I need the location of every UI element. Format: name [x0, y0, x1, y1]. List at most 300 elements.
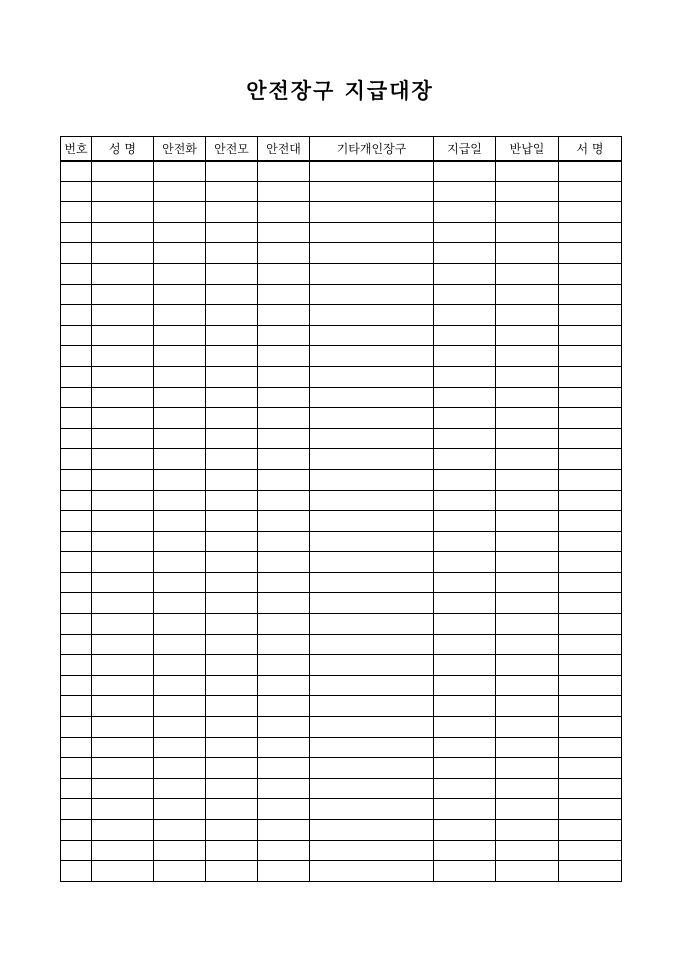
cell-return-date: [496, 181, 559, 202]
cell-other-equipment: [310, 593, 434, 614]
cell-issue-date: [434, 243, 496, 264]
cell-safety-belt: [258, 614, 310, 635]
cell-safety-helmet: [206, 737, 258, 758]
cell-number: [61, 655, 92, 676]
cell-name: [92, 593, 154, 614]
cell-number: [61, 263, 92, 284]
cell-issue-date: [434, 531, 496, 552]
cell-issue-date: [434, 675, 496, 696]
cell-return-date: [496, 778, 559, 799]
cell-safety-belt: [258, 511, 310, 532]
cell-issue-date: [434, 325, 496, 346]
cell-issue-date: [434, 840, 496, 861]
cell-safety-shoes: [154, 284, 206, 305]
cell-return-date: [496, 696, 559, 717]
cell-other-equipment: [310, 346, 434, 367]
cell-other-equipment: [310, 243, 434, 264]
cell-safety-belt: [258, 161, 310, 182]
cell-issue-date: [434, 737, 496, 758]
cell-other-equipment: [310, 284, 434, 305]
cell-safety-helmet: [206, 222, 258, 243]
page-title: 안전장구 지급대장: [246, 78, 434, 103]
cell-number: [61, 449, 92, 470]
cell-issue-date: [434, 655, 496, 676]
cell-issue-date: [434, 593, 496, 614]
table-row: [61, 263, 622, 284]
cell-issue-date: [434, 469, 496, 490]
cell-signature: [559, 737, 622, 758]
cell-issue-date: [434, 263, 496, 284]
cell-name: [92, 778, 154, 799]
cell-other-equipment: [310, 181, 434, 202]
cell-signature: [559, 181, 622, 202]
cell-name: [92, 696, 154, 717]
cell-safety-helmet: [206, 799, 258, 820]
cell-issue-date: [434, 696, 496, 717]
table-row: [61, 202, 622, 223]
cell-safety-helmet: [206, 490, 258, 511]
cell-safety-shoes: [154, 717, 206, 738]
cell-safety-belt: [258, 758, 310, 779]
cell-safety-belt: [258, 593, 310, 614]
cell-other-equipment: [310, 552, 434, 573]
cell-number: [61, 840, 92, 861]
cell-safety-shoes: [154, 840, 206, 861]
column-header-issue-date: 지급일: [434, 137, 496, 161]
cell-safety-shoes: [154, 799, 206, 820]
cell-issue-date: [434, 511, 496, 532]
cell-return-date: [496, 161, 559, 182]
table-row: [61, 449, 622, 470]
cell-return-date: [496, 222, 559, 243]
cell-signature: [559, 799, 622, 820]
column-header-signature: 서 명: [559, 137, 622, 161]
cell-signature: [559, 243, 622, 264]
cell-safety-belt: [258, 552, 310, 573]
table-row: [61, 717, 622, 738]
cell-safety-shoes: [154, 634, 206, 655]
cell-signature: [559, 222, 622, 243]
cell-number: [61, 531, 92, 552]
cell-name: [92, 552, 154, 573]
cell-safety-belt: [258, 469, 310, 490]
cell-safety-helmet: [206, 634, 258, 655]
cell-safety-shoes: [154, 243, 206, 264]
cell-number: [61, 243, 92, 264]
cell-safety-shoes: [154, 408, 206, 429]
cell-other-equipment: [310, 428, 434, 449]
cell-return-date: [496, 243, 559, 264]
cell-other-equipment: [310, 840, 434, 861]
cell-return-date: [496, 305, 559, 326]
cell-name: [92, 820, 154, 841]
cell-safety-shoes: [154, 346, 206, 367]
cell-issue-date: [434, 799, 496, 820]
cell-name: [92, 346, 154, 367]
cell-safety-belt: [258, 799, 310, 820]
cell-issue-date: [434, 428, 496, 449]
cell-safety-helmet: [206, 861, 258, 882]
cell-safety-belt: [258, 778, 310, 799]
cell-safety-shoes: [154, 366, 206, 387]
cell-name: [92, 243, 154, 264]
cell-return-date: [496, 861, 559, 882]
column-header-number: 번호: [61, 137, 92, 161]
issue-ledger-table: [60, 136, 622, 882]
cell-number: [61, 861, 92, 882]
cell-safety-belt: [258, 490, 310, 511]
cell-return-date: [496, 511, 559, 532]
cell-safety-shoes: [154, 490, 206, 511]
cell-signature: [559, 469, 622, 490]
cell-safety-belt: [258, 675, 310, 696]
cell-return-date: [496, 469, 559, 490]
cell-signature: [559, 840, 622, 861]
cell-safety-shoes: [154, 778, 206, 799]
cell-safety-shoes: [154, 428, 206, 449]
cell-safety-shoes: [154, 325, 206, 346]
cell-safety-helmet: [206, 511, 258, 532]
cell-other-equipment: [310, 799, 434, 820]
cell-safety-belt: [258, 222, 310, 243]
cell-safety-shoes: [154, 202, 206, 223]
cell-name: [92, 408, 154, 429]
cell-name: [92, 284, 154, 305]
cell-safety-shoes: [154, 655, 206, 676]
cell-safety-shoes: [154, 181, 206, 202]
cell-return-date: [496, 202, 559, 223]
cell-signature: [559, 490, 622, 511]
cell-safety-helmet: [206, 346, 258, 367]
cell-number: [61, 284, 92, 305]
cell-return-date: [496, 325, 559, 346]
cell-safety-shoes: [154, 552, 206, 573]
column-header-safety-shoes: 안전화: [154, 137, 206, 161]
cell-safety-belt: [258, 428, 310, 449]
column-header-name: 성 명: [92, 137, 154, 161]
cell-issue-date: [434, 614, 496, 635]
table-row: [61, 655, 622, 676]
table-row: [61, 737, 622, 758]
cell-number: [61, 675, 92, 696]
cell-safety-helmet: [206, 717, 258, 738]
cell-issue-date: [434, 490, 496, 511]
cell-safety-belt: [258, 634, 310, 655]
cell-safety-shoes: [154, 531, 206, 552]
cell-signature: [559, 655, 622, 676]
cell-number: [61, 469, 92, 490]
table-row: [61, 614, 622, 635]
cell-signature: [559, 531, 622, 552]
cell-return-date: [496, 346, 559, 367]
cell-name: [92, 387, 154, 408]
cell-issue-date: [434, 222, 496, 243]
cell-return-date: [496, 531, 559, 552]
cell-return-date: [496, 614, 559, 635]
cell-return-date: [496, 449, 559, 470]
cell-other-equipment: [310, 634, 434, 655]
table-row: [61, 634, 622, 655]
table-row: [61, 161, 622, 182]
cell-safety-shoes: [154, 511, 206, 532]
cell-issue-date: [434, 552, 496, 573]
table-row: [61, 305, 622, 326]
cell-return-date: [496, 675, 559, 696]
cell-issue-date: [434, 181, 496, 202]
cell-signature: [559, 449, 622, 470]
cell-signature: [559, 346, 622, 367]
table-row: [61, 820, 622, 841]
cell-return-date: [496, 490, 559, 511]
cell-safety-belt: [258, 531, 310, 552]
cell-name: [92, 840, 154, 861]
cell-safety-shoes: [154, 737, 206, 758]
cell-safety-helmet: [206, 181, 258, 202]
cell-safety-belt: [258, 346, 310, 367]
cell-number: [61, 696, 92, 717]
cell-other-equipment: [310, 366, 434, 387]
cell-name: [92, 469, 154, 490]
cell-signature: [559, 614, 622, 635]
cell-safety-belt: [258, 243, 310, 264]
cell-return-date: [496, 737, 559, 758]
cell-name: [92, 325, 154, 346]
cell-number: [61, 634, 92, 655]
cell-signature: [559, 758, 622, 779]
cell-name: [92, 634, 154, 655]
cell-name: [92, 758, 154, 779]
cell-return-date: [496, 387, 559, 408]
cell-number: [61, 181, 92, 202]
table-row: [61, 675, 622, 696]
ledger-body: [61, 161, 622, 882]
cell-safety-shoes: [154, 593, 206, 614]
cell-number: [61, 614, 92, 635]
cell-return-date: [496, 758, 559, 779]
cell-return-date: [496, 799, 559, 820]
cell-name: [92, 161, 154, 182]
cell-name: [92, 366, 154, 387]
cell-other-equipment: [310, 614, 434, 635]
cell-safety-shoes: [154, 820, 206, 841]
cell-safety-belt: [258, 861, 310, 882]
cell-number: [61, 758, 92, 779]
table-row: [61, 758, 622, 779]
cell-other-equipment: [310, 778, 434, 799]
table-row: [61, 861, 622, 882]
cell-return-date: [496, 263, 559, 284]
cell-safety-belt: [258, 387, 310, 408]
cell-issue-date: [434, 717, 496, 738]
cell-number: [61, 511, 92, 532]
cell-issue-date: [434, 449, 496, 470]
cell-issue-date: [434, 346, 496, 367]
cell-issue-date: [434, 387, 496, 408]
cell-signature: [559, 325, 622, 346]
cell-number: [61, 572, 92, 593]
cell-signature: [559, 717, 622, 738]
table-row: [61, 408, 622, 429]
cell-return-date: [496, 840, 559, 861]
table-row: [61, 469, 622, 490]
cell-safety-belt: [258, 696, 310, 717]
cell-safety-shoes: [154, 305, 206, 326]
cell-issue-date: [434, 366, 496, 387]
cell-issue-date: [434, 634, 496, 655]
cell-signature: [559, 861, 622, 882]
table-row: [61, 593, 622, 614]
cell-safety-shoes: [154, 572, 206, 593]
cell-number: [61, 325, 92, 346]
table-row: [61, 346, 622, 367]
cell-number: [61, 408, 92, 429]
cell-other-equipment: [310, 861, 434, 882]
cell-signature: [559, 675, 622, 696]
cell-safety-helmet: [206, 572, 258, 593]
cell-signature: [559, 263, 622, 284]
cell-other-equipment: [310, 820, 434, 841]
cell-issue-date: [434, 778, 496, 799]
cell-return-date: [496, 572, 559, 593]
cell-number: [61, 346, 92, 367]
cell-signature: [559, 696, 622, 717]
cell-number: [61, 717, 92, 738]
cell-name: [92, 531, 154, 552]
cell-return-date: [496, 408, 559, 429]
cell-safety-helmet: [206, 161, 258, 182]
cell-safety-belt: [258, 737, 310, 758]
cell-name: [92, 655, 154, 676]
cell-safety-belt: [258, 655, 310, 676]
cell-issue-date: [434, 202, 496, 223]
cell-other-equipment: [310, 263, 434, 284]
cell-safety-shoes: [154, 614, 206, 635]
cell-name: [92, 717, 154, 738]
cell-signature: [559, 305, 622, 326]
cell-number: [61, 552, 92, 573]
cell-other-equipment: [310, 305, 434, 326]
cell-safety-shoes: [154, 387, 206, 408]
cell-other-equipment: [310, 161, 434, 182]
cell-return-date: [496, 284, 559, 305]
cell-safety-belt: [258, 840, 310, 861]
cell-safety-belt: [258, 325, 310, 346]
cell-number: [61, 799, 92, 820]
cell-name: [92, 428, 154, 449]
cell-number: [61, 305, 92, 326]
cell-number: [61, 778, 92, 799]
cell-return-date: [496, 366, 559, 387]
cell-safety-helmet: [206, 840, 258, 861]
cell-safety-helmet: [206, 284, 258, 305]
cell-safety-helmet: [206, 820, 258, 841]
cell-signature: [559, 202, 622, 223]
table-row: [61, 799, 622, 820]
cell-other-equipment: [310, 758, 434, 779]
cell-signature: [559, 161, 622, 182]
cell-number: [61, 222, 92, 243]
cell-issue-date: [434, 572, 496, 593]
table-row: [61, 490, 622, 511]
cell-safety-helmet: [206, 552, 258, 573]
cell-safety-belt: [258, 366, 310, 387]
cell-issue-date: [434, 161, 496, 182]
cell-safety-belt: [258, 181, 310, 202]
cell-safety-helmet: [206, 325, 258, 346]
cell-issue-date: [434, 284, 496, 305]
cell-issue-date: [434, 820, 496, 841]
cell-number: [61, 428, 92, 449]
cell-signature: [559, 366, 622, 387]
cell-other-equipment: [310, 325, 434, 346]
cell-other-equipment: [310, 531, 434, 552]
cell-safety-shoes: [154, 222, 206, 243]
cell-safety-shoes: [154, 263, 206, 284]
cell-other-equipment: [310, 737, 434, 758]
cell-safety-helmet: [206, 202, 258, 223]
cell-name: [92, 202, 154, 223]
cell-return-date: [496, 717, 559, 738]
column-header-safety-helmet: 안전모: [206, 137, 258, 161]
cell-safety-helmet: [206, 593, 258, 614]
cell-safety-helmet: [206, 696, 258, 717]
cell-number: [61, 202, 92, 223]
cell-safety-belt: [258, 820, 310, 841]
cell-signature: [559, 284, 622, 305]
cell-signature: [559, 820, 622, 841]
cell-return-date: [496, 593, 559, 614]
cell-signature: [559, 572, 622, 593]
cell-safety-belt: [258, 284, 310, 305]
cell-name: [92, 449, 154, 470]
cell-other-equipment: [310, 572, 434, 593]
cell-safety-belt: [258, 305, 310, 326]
cell-other-equipment: [310, 675, 434, 696]
cell-signature: [559, 778, 622, 799]
cell-return-date: [496, 655, 559, 676]
cell-return-date: [496, 820, 559, 841]
cell-safety-shoes: [154, 161, 206, 182]
table-row: [61, 778, 622, 799]
cell-name: [92, 263, 154, 284]
cell-other-equipment: [310, 469, 434, 490]
table-row: [61, 696, 622, 717]
cell-safety-helmet: [206, 655, 258, 676]
cell-safety-belt: [258, 202, 310, 223]
cell-safety-helmet: [206, 614, 258, 635]
cell-safety-helmet: [206, 778, 258, 799]
table-row: [61, 366, 622, 387]
cell-other-equipment: [310, 717, 434, 738]
column-header-return-date: 반납일: [496, 137, 559, 161]
cell-other-equipment: [310, 387, 434, 408]
cell-other-equipment: [310, 696, 434, 717]
cell-return-date: [496, 634, 559, 655]
cell-other-equipment: [310, 655, 434, 676]
cell-safety-helmet: [206, 428, 258, 449]
cell-safety-belt: [258, 717, 310, 738]
cell-return-date: [496, 552, 559, 573]
table-row: [61, 511, 622, 532]
cell-number: [61, 490, 92, 511]
cell-safety-belt: [258, 449, 310, 470]
cell-return-date: [496, 428, 559, 449]
cell-signature: [559, 593, 622, 614]
cell-number: [61, 387, 92, 408]
table-row: [61, 552, 622, 573]
cell-signature: [559, 408, 622, 429]
cell-safety-helmet: [206, 675, 258, 696]
